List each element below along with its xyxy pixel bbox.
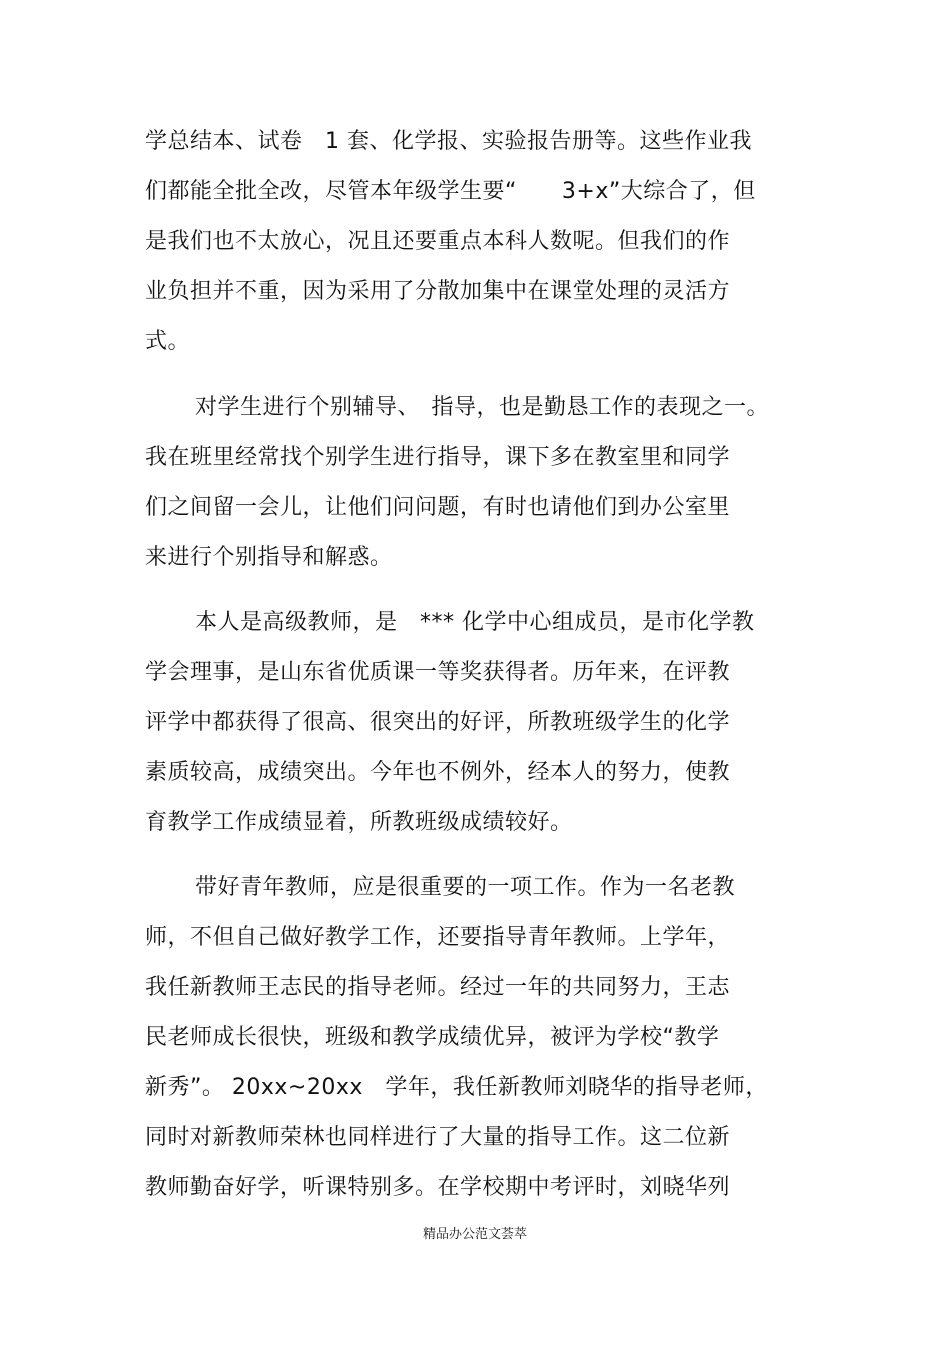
paragraph-4-line-5: 新秀”。 20xx~20xx 学年，我任新教师刘晓华的指导老师， [145,1075,768,1100]
paragraph-3-line-2: 学会理事，是山东省优质课一等奖获得者。历年来，在评教 [145,660,731,685]
paragraph-4-line-2: 师，不但自己做好教学工作，还要指导青年教师。上学年， [145,925,731,950]
paragraph-2-line-2: 我在班里经常找个别学生进行指导，课下多在教室里和同学 [145,445,731,470]
paragraph-4-line-6: 同时对新教师荣林也同样进行了大量的指导工作。这二位新 [145,1125,731,1150]
paragraph-4-line-3: 我任新教师王志民的指导老师。经过一年的共同努力，王志 [145,975,731,1000]
paragraph-2-line-4: 来进行个别指导和解惑。 [145,545,393,570]
paragraph-3-line-3: 评学中都获得了很高、很突出的好评，所教班级学生的化学 [145,710,731,735]
paragraph-4-line-4: 民老师成长很快，班级和教学成绩优异，被评为学校“教学 [145,1025,720,1050]
paragraph-4-line-7: 教师勤奋好学，听课特别多。在学校期中考评时，刘晓华列 [145,1175,731,1200]
paragraph-1-line-5: 式。 [145,329,191,354]
paragraph-3-line-1: 本人是高级教师，是 *** 化学中心组成员，是市化学教 [195,610,755,635]
paragraph-1-line-4: 业负担并不重，因为采用了分散加集中在课堂处理的灵活方 [145,279,731,304]
paragraph-1-line-3: 是我们也不太放心，况且还要重点本科人数呢。但我们的作 [145,229,731,254]
paragraph-4-line-1: 带好青年教师，应是很重要的一项工作。作为一名老教 [195,875,736,900]
paragraph-3-line-4: 素质较高，成绩突出。今年也不例外，经本人的努力，使教 [145,760,731,785]
paragraph-2-line-3: 们之间留一会儿，让他们问问题，有时也请他们到办公室里 [145,495,731,520]
paragraph-3-line-5: 育教学工作成绩显着，所教班级成绩较好。 [145,810,573,835]
page-footer: 精品办公范文荟萃 [422,1227,527,1242]
paragraph-2-line-1: 对学生进行个别辅导、 指导，也是勤恳工作的表现之一。 [195,395,770,420]
paragraph-1-line-1: 学总结本、试卷 1 套、化学报、实验报告册等。这些作业我 [145,129,752,154]
paragraph-1-line-2: 们都能全批全改，尽管本年级学生要“ 3+x”大综合了，但 [145,179,756,204]
